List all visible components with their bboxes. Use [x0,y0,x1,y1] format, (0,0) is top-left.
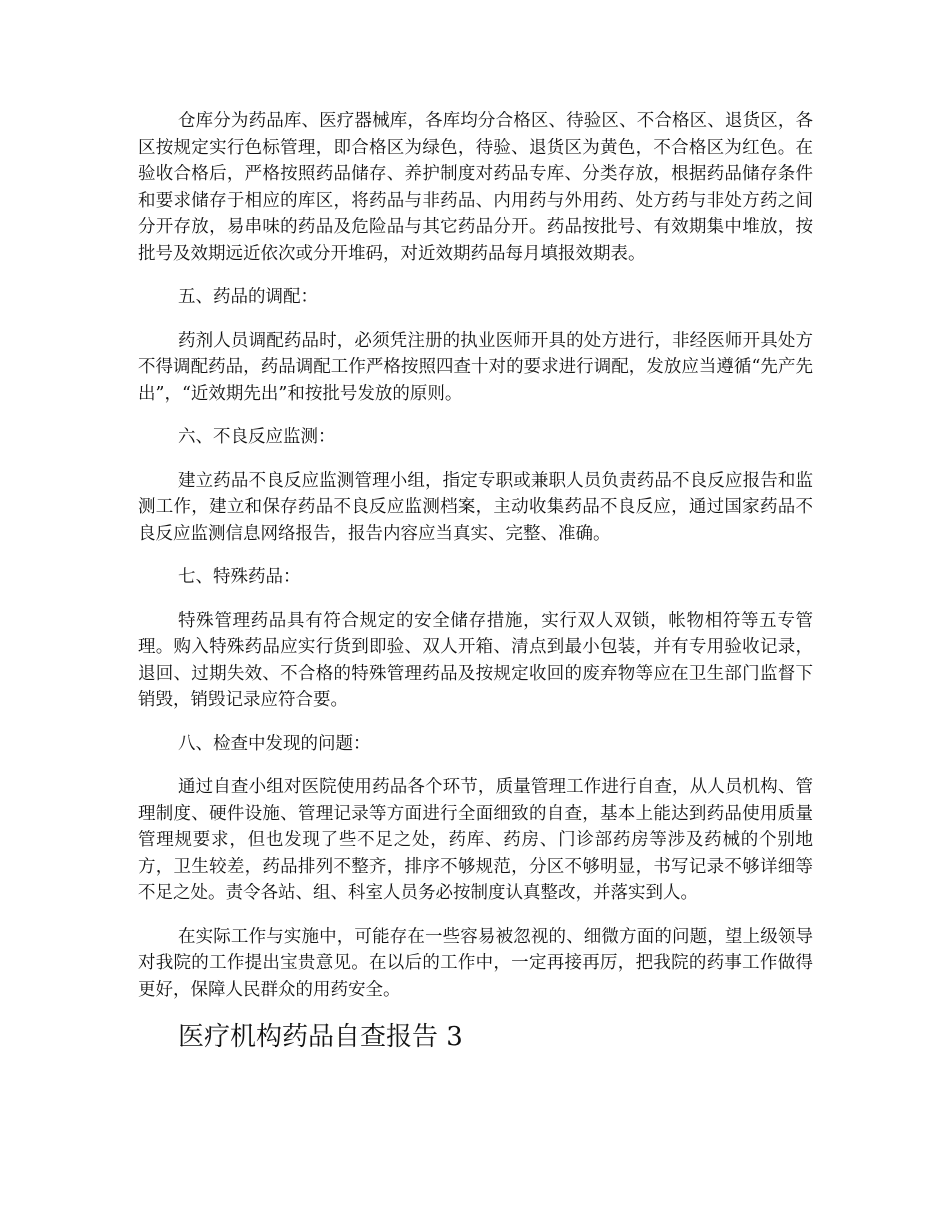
section-title: 医疗机构药品自查报告 3 [178,1022,463,1052]
paragraph-conclusion: 在实际工作与实施中，可能存在一些容易被忽视的、细微方面的问题，望上级领导对我院的工作提出宝贵意见。在以后的工作中，一定再接再厉，把我院的药事工作做得更好，保障人民群众的用药安全。 [138,926,813,1000]
heading-special-drugs: 七、特殊药品： [178,567,301,587]
heading-adverse-reaction: 六、不良反应监测： [178,427,336,447]
heading-issues-found: 八、检查中发现的问题： [178,733,371,754]
paragraph-dispensing: 药剂人员调配药品时，必须凭注册的执业医师开具的处方进行，非经医师开具处方不得调配药品，药品调配工作严格按照四查十对的要求进行调配，发放应当遵循“先产先出”，“近效期先出”和按批号发放的原则。 [138,330,813,404]
paragraph-special-drugs: 特殊管理药品具有符合规定的安全储存措施，实行双人双锁，帐物相符等五专管理。购入特殊药品应实行货到即验、双人开箱、清点到最小包装，并有专用验收记录，退回、过期失效、不合格的特殊管理药品及按规定收回的废弃物等应在卫生部门监督下销毁，销毁记录应符合要。 [138,610,813,710]
paragraph-issues-found: 通过自查小组对医院使用药品各个环节，质量管理工作进行自查，从人员机构、管理制度、硬件设施、管理记录等方面进行全面细致的自查，基本上能达到药品使用质量管理规要求，但也发现了些不足之处，药库、药房、门诊部药房等涉及药械的个别地方，卫生较差，药品排列不整齐，排序不够规范，分区不够明显，书写记录不够详细等不足之处。责令各站、组、科室人员务必按制度认真整改，并落实到人。 [138,777,813,903]
document-page [138,108,813,1054]
heading-dispensing: 五、药品的调配： [178,287,318,307]
paragraph-adverse-reaction: 建立药品不良反应监测管理小组，指定专职或兼职人员负责药品不良反应报告和监测工作，建立和保存药品不良反应监测档案，主动收集药品不良反应，通过国家药品不良反应监测信息网络报告，报告内容应当真实、完整、准确。 [138,470,813,544]
paragraph-warehouse: 仓库分为药品库、医疗器械库，各库均分合格区、待验区、不合格区、退货区，各区按规定实行色标管理，即合格区为绿色，待验、退货区为黄色，不合格区为红色。在验收合格后，严格按照药品储存、养护制度对药品专库、分类存放，根据药品储存条件和要求储存于相应的库区，将药品与非药品、内用药与外用药、处方药与非处方药之间分开存放，易串味的药品及危险品与其它药品分开。药品按批号、有效期集中堆放，按批号及效期远近依次或分开堆码，对近效期药品每月填报效期表。 [138,111,813,264]
